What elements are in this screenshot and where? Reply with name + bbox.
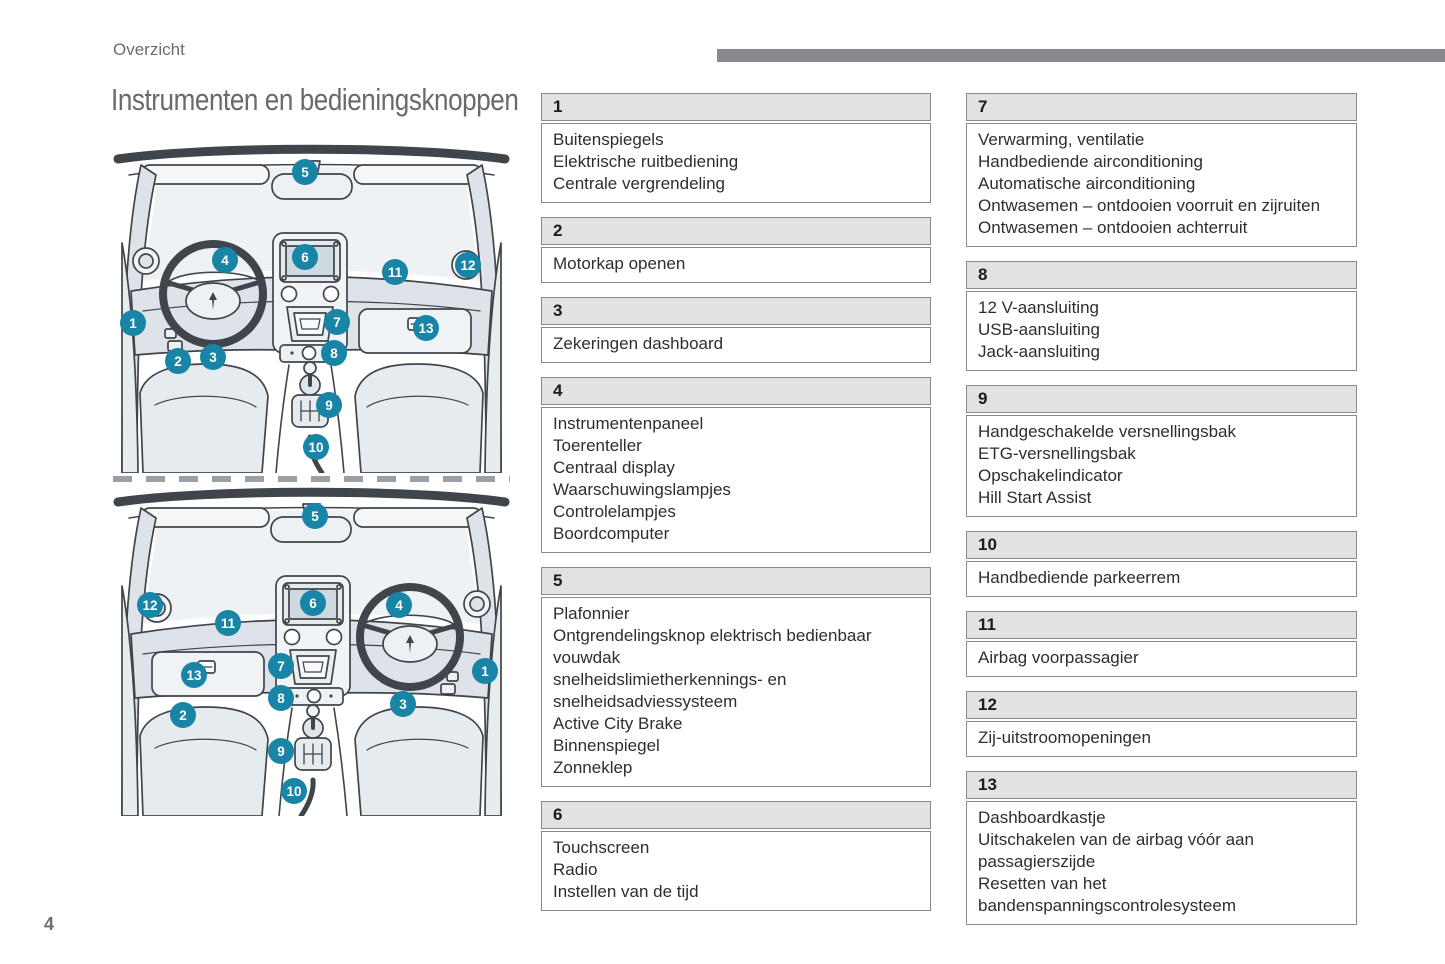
section-item: Touchscreen xyxy=(553,838,650,857)
section-item: Jack-aansluiting xyxy=(978,342,1100,361)
dashed-divider xyxy=(113,476,510,482)
car-interior-art-rhd xyxy=(118,492,505,816)
section-items xyxy=(966,641,1357,677)
section-item: Motorkap openen xyxy=(553,254,686,273)
section-number: 12 xyxy=(966,691,1357,719)
section-item: Buitenspiegels xyxy=(553,130,664,149)
section-items xyxy=(541,123,931,203)
callout-number: 5 xyxy=(301,164,309,180)
section-items xyxy=(966,721,1357,757)
section-item: Hill Start Assist xyxy=(978,488,1092,507)
section-item: Handbediende parkeerrem xyxy=(978,568,1181,587)
callout-number: 8 xyxy=(330,345,338,361)
section-item: Automatische airconditioning xyxy=(978,174,1196,193)
callout-number: 2 xyxy=(179,707,187,723)
sections-column-right xyxy=(966,93,1357,939)
section-item: Handgeschakelde versnellingsbak xyxy=(978,422,1236,441)
section-items xyxy=(966,561,1357,597)
section-12 xyxy=(966,691,1357,757)
section-item: Ontwasemen – ontdooien voorruit en zijruiten xyxy=(978,196,1321,215)
section-item: Elektrische ruitbediening xyxy=(553,152,739,171)
callout-number: 6 xyxy=(309,595,317,611)
callout-number: 4 xyxy=(221,252,229,268)
section-number: 9 xyxy=(966,385,1357,413)
section-1 xyxy=(541,93,931,203)
section-number: 2 xyxy=(541,217,931,245)
callout-number: 13 xyxy=(418,320,434,336)
callout-number: 7 xyxy=(277,658,285,674)
section-items xyxy=(541,247,931,283)
section-5 xyxy=(541,567,931,787)
section-item: Opschakelindicator xyxy=(978,466,1123,485)
section-items xyxy=(966,291,1357,371)
section-item: ETG-versnellingsbak xyxy=(978,444,1136,463)
section-item: 12 V-aansluiting xyxy=(978,298,1099,317)
callout-number: 8 xyxy=(277,690,285,706)
callout-number: 12 xyxy=(142,597,158,613)
section-item: snelheidslimietherkennings- en snelheidsadviessysteem xyxy=(553,670,787,711)
section-11 xyxy=(966,611,1357,677)
section-item: Instellen van de tijd xyxy=(553,882,699,901)
section-6 xyxy=(541,801,931,911)
section-9 xyxy=(966,385,1357,517)
section-item: Toerenteller xyxy=(553,436,642,455)
section-10 xyxy=(966,531,1357,597)
section-item: Zekeringen dashboard xyxy=(553,334,724,353)
callout-number: 1 xyxy=(481,663,489,679)
section-item: USB-aansluiting xyxy=(978,320,1100,339)
callout-number: 3 xyxy=(209,349,217,365)
dashboard-figures xyxy=(113,143,510,816)
section-number: 13 xyxy=(966,771,1357,799)
section-item: Instrumentenpaneel xyxy=(553,414,704,433)
callout-number: 5 xyxy=(311,508,319,524)
section-3 xyxy=(541,297,931,363)
callout-number: 3 xyxy=(399,696,407,712)
section-item: Zonneklep xyxy=(553,758,633,777)
sections-column-left xyxy=(541,93,931,925)
callout-number: 1 xyxy=(129,315,137,331)
callout-number: 11 xyxy=(387,264,403,280)
section-7 xyxy=(966,93,1357,247)
section-number: 4 xyxy=(541,377,931,405)
page-number: 4 xyxy=(44,914,55,934)
section-number: 3 xyxy=(541,297,931,325)
section-8 xyxy=(966,261,1357,371)
section-13 xyxy=(966,771,1357,925)
section-4 xyxy=(541,377,931,553)
section-items xyxy=(966,801,1357,925)
section-number: 5 xyxy=(541,567,931,595)
section-number: 11 xyxy=(966,611,1357,639)
section-item: Verwarming, ventilatie xyxy=(978,130,1145,149)
diagram-dashboard-rhd xyxy=(113,486,510,816)
section-item: Dashboardkastje xyxy=(978,808,1106,827)
section-item: Ontwasemen – ontdooien achterruit xyxy=(978,218,1248,237)
section-item: Binnenspiegel xyxy=(553,736,660,755)
section-item: Controlelampjes xyxy=(553,502,676,521)
callout-number: 12 xyxy=(460,257,476,273)
callout-number: 7 xyxy=(333,314,341,330)
callout-number: 4 xyxy=(395,597,403,613)
section-item: Boordcomputer xyxy=(553,524,670,543)
section-number: 7 xyxy=(966,93,1357,121)
callout-number: 10 xyxy=(308,439,324,455)
section-number: 8 xyxy=(966,261,1357,289)
section-item: Ontgrendelingsknop elektrisch bedienbaar vouwdak xyxy=(553,626,872,667)
section-items xyxy=(966,123,1357,247)
section-2 xyxy=(541,217,931,283)
section-number: 6 xyxy=(541,801,931,829)
callout-number: 13 xyxy=(186,667,202,683)
breadcrumb: Overzicht xyxy=(113,40,185,59)
car-interior-art-lhd xyxy=(118,149,505,473)
section-items xyxy=(541,327,931,363)
section-items xyxy=(541,831,931,911)
section-number: 10 xyxy=(966,531,1357,559)
section-item: Resetten van het bandenspanningscontrolesysteem xyxy=(978,874,1237,915)
section-item: Centrale vergrendeling xyxy=(553,174,725,193)
section-item: Plafonnier xyxy=(553,604,630,623)
callout-number: 9 xyxy=(277,743,285,759)
section-item: Centraal display xyxy=(553,458,675,477)
section-item: Zij-uitstroomopeningen xyxy=(978,728,1151,747)
section-number: 1 xyxy=(541,93,931,121)
callout-number: 10 xyxy=(286,783,302,799)
header-rule xyxy=(717,49,1445,62)
callout-number: 2 xyxy=(174,353,182,369)
callout-number: 11 xyxy=(220,615,236,631)
section-items xyxy=(541,407,931,553)
section-item: Airbag voorpassagier xyxy=(978,648,1139,667)
diagram-dashboard-lhd xyxy=(113,143,510,473)
section-items xyxy=(541,597,931,787)
callout-number: 9 xyxy=(325,397,333,413)
callout-number: 6 xyxy=(301,249,309,265)
section-item: Active City Brake xyxy=(553,714,683,733)
page-title: Instrumenten en bedieningsknoppen xyxy=(111,82,519,117)
section-items xyxy=(966,415,1357,517)
section-item: Uitschakelen van de airbag vóór aan passagierszijde xyxy=(978,830,1254,871)
section-item: Radio xyxy=(553,860,598,879)
section-item: Handbediende airconditioning xyxy=(978,152,1203,171)
section-item: Waarschuwingslampjes xyxy=(553,480,731,499)
